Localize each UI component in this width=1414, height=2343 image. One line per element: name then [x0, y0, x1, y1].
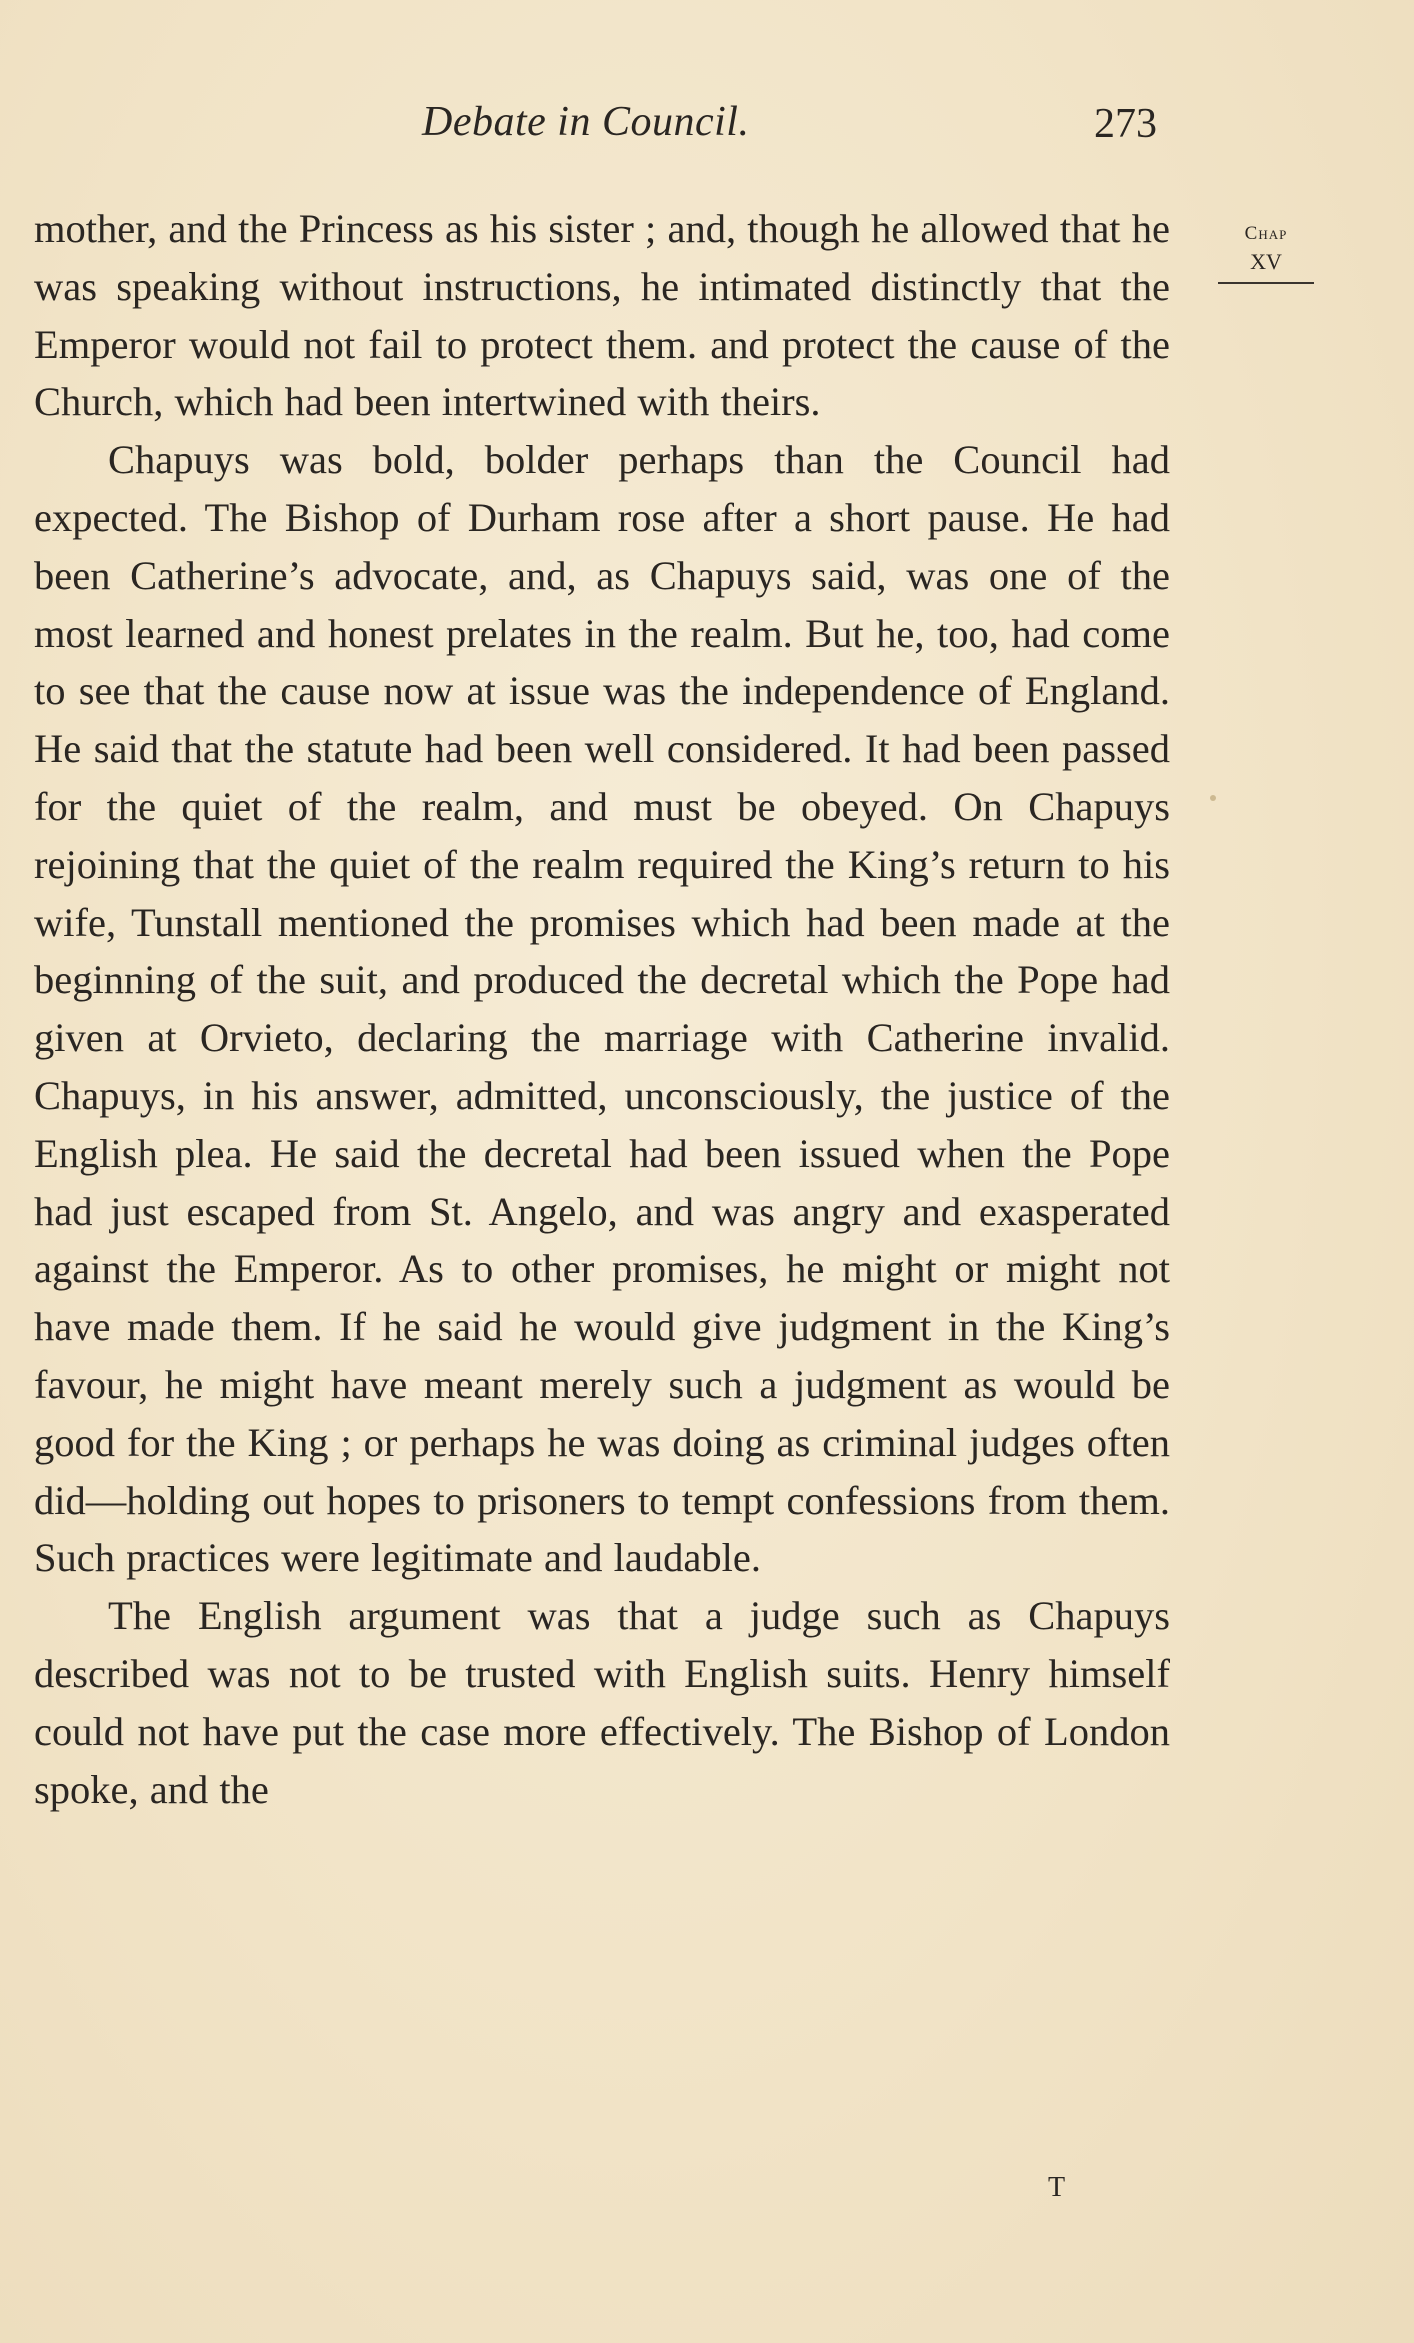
chapter-number: XV [1250, 249, 1282, 274]
body-text [34, 200, 1170, 1818]
signature-mark: T [1048, 2172, 1066, 2203]
page-header [0, 98, 1414, 158]
page-number: 273 [1094, 101, 1157, 147]
chapter-label: Chap [1244, 223, 1288, 244]
paragraph: Chapuys was bold, bolder perhaps than the Council had expected. The Bishop of Durham rose after a short pause. He had been Catherine’s advocate, and, as Chapuys said, was one of the most learned and honest prelates in the realm. But he, too, had come to see that the cause now at issue was the independence of England. He said that the statute had been well considered. It had been passed for the quiet of the realm, and must be obeyed. On Chapuys rejoining that the quiet of the realm required the King’s return to his wife, Tunstall mentioned the promises which had been made at the beginning of the suit, and produced the decretal which the Pope had given at Orvieto, declaring the marriage with Catherine invalid. Chapuys, in his answer, admitted, unconsciously, the justice of the English plea. He said the decretal had been issued when the Pope had just escaped from St. Angelo, and was angry and exasperated against the Emperor. As to other promises, he might or might not have made them. If he said he would give judgment in the King’s favour, he might have meant merely such a judgment as would be good for the King ; or perhaps he was doing as criminal judges often did—holding out hopes to prisoners to tempt confessions from them. Such practices were legitimate and laudable. [34, 437, 1170, 1581]
chapter-side-note [1218, 220, 1314, 284]
running-title: Debate in Council. [422, 99, 750, 145]
paragraph-continued: mother, and the Princess as his sister ; and, though he allowed that he was speaking without instructions, he intimated distinctly that the Emperor would not fail to protect them. and protect the cause of the Church, which had been intertwined with theirs. [34, 206, 1170, 425]
chapter-rule [1218, 282, 1314, 284]
paragraph: The English argument was that a judge such as Chapuys described was not to be trusted with English suits. Henry himself could not have put the case more effectively. The Bishop of London spoke, and the [34, 1593, 1170, 1812]
paper-speck [1210, 795, 1216, 801]
